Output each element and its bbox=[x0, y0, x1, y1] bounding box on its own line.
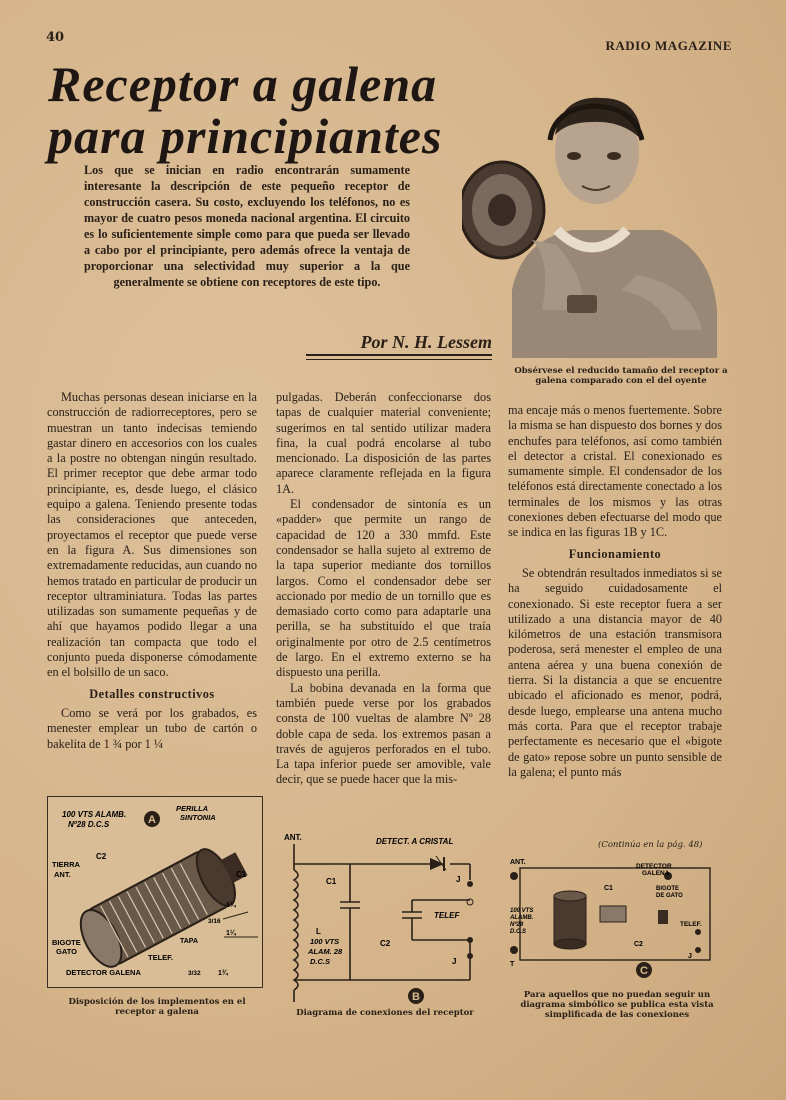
figure-b-schematic bbox=[280, 830, 496, 1012]
byline: Por N. H. Lessem bbox=[360, 332, 492, 352]
fig-b-label-coil-2: ALAM. 28 bbox=[308, 947, 343, 956]
fig-a-dim-5: 1¾ bbox=[218, 970, 228, 977]
fig-c-label-coil: 100 VTS bbox=[510, 908, 534, 914]
fig-c-label-c2: C2 bbox=[634, 941, 643, 948]
photo-caption: Obsérvese el reducido tamaño del receptor a galena comparado con el del oyente bbox=[514, 366, 728, 386]
fig-a-label-c1: C1 bbox=[236, 870, 247, 879]
fig-c-letter: C bbox=[640, 965, 648, 977]
fig-c-label-j: J bbox=[688, 953, 692, 960]
figure-b bbox=[280, 830, 496, 1012]
column-1 bbox=[47, 390, 257, 752]
magazine-name: RADIO MAGAZINE bbox=[605, 38, 732, 53]
paragraph: Muchas personas desean iniciarse en la construcción de radiorreceptores, pero se muestran un tanto indecisas temiendo gastar dinero en accesorios con los cuales a la postre no obtengan ningún resultado. El primer receptor que debe armar todo principiante, es, desde luego, el clásico equipo a galena. Teniendo presente todas las consideraciones que anteceden, proyectamos el receptor que puede verse en la figura A. Sus dimensiones son extremadamente reducidas, aun cuando no hemos tratado en particular de producir un receptor ultraminiatura. Todas las partes utilizadas son sumamente pequeñas y de ahí que hayamos podido llegar a una realización tan compacta que todo el conjunto pueda disponerse cómodamente en el bolsillo de un saco. bbox=[47, 390, 257, 680]
column-3 bbox=[508, 403, 722, 780]
fig-b-label-c2: C2 bbox=[380, 939, 391, 948]
paragraph: Como se verá por los grabados, es menester emplear un tubo de cartón o bakelita de 1 ¾ por 1 ¼ bbox=[47, 705, 257, 751]
fig-b-label-coil: 100 VTS bbox=[310, 937, 340, 946]
fig-a-letter: A bbox=[148, 814, 156, 826]
fig-c-label-detector-2: GALENA bbox=[642, 870, 670, 877]
fig-c-label-whisker: BIGOTE bbox=[656, 886, 680, 892]
fig-a-dim-2: 1¼ bbox=[226, 930, 236, 937]
column-2 bbox=[276, 390, 491, 788]
fig-a-label-knob: PERILLA bbox=[176, 804, 209, 813]
fig-b-label-l: L bbox=[316, 927, 321, 936]
fig-a-label-telef: TELEF. bbox=[148, 953, 174, 962]
article-title bbox=[48, 58, 518, 162]
fig-a-label-ant: ANT. bbox=[54, 870, 71, 879]
fig-b-label-j2: J bbox=[452, 957, 457, 966]
paragraph: ma encaje más o menos fuertemente. Sobre la misma se han dispuesto dos bornes y dos enchufes para teléfonos, así como también el detector a cristal. El conexionado es sumamente simple. El condensador de los teléfonos está directamente conectado a los terminales de los mismos y las otras conexiones deben efectuarse del modo que se indica en las figuras 1B y 1C. bbox=[508, 403, 722, 540]
paragraph: Se obtendrán resultados inmediatos si se ha seguido cuidadosamente el conexionado. Si este receptor fuera a ser utilizado a una distancia mayor de 40 kilómetros de una estación transmisora poderosa, será menester el empleo de una antena aérea y una buena conexión de tierra. Si la distancia a que se encuentre ubicado el aficionado es menor, podrá, desde luego, emplearse una antena mucho más corta. Para que el receptor trabaje perfectamente es necesario que el «bigote de gato» repose sobre un punto sensible de la galena; el punto más bbox=[508, 565, 722, 779]
fig-c-label-c1: C1 bbox=[604, 885, 613, 892]
fig-c-label-t: T bbox=[510, 961, 515, 968]
fig-a-dim-4: 3/32 bbox=[188, 970, 201, 977]
fig-b-label-j1: J bbox=[456, 875, 461, 884]
figure-a-caption: Disposición de los implementos en el receptor a galena bbox=[68, 997, 246, 1017]
fig-a-label-knob-2: SINTONIA bbox=[180, 813, 216, 822]
continued-note: (Continúa en la pág. 48) bbox=[598, 840, 703, 850]
title-line-1: Receptor a galena bbox=[48, 56, 438, 112]
section-heading: Detalles constructivos bbox=[89, 686, 215, 701]
figure-c bbox=[508, 854, 720, 980]
fig-a-dim-3: 3/16 bbox=[208, 918, 221, 925]
fig-a-label-wire-2: Nº28 D.C.S bbox=[68, 820, 110, 829]
fig-c-label-coil-2: ALAMB. bbox=[510, 915, 534, 921]
figure-a-drawing bbox=[48, 797, 262, 987]
paragraph: pulgadas. Deberán confeccionarse dos tapas de cualquier material conveniente; sugerimos en tal sentido utilizar madera fina, la cual podrá encolarse al tubo mencionado. La disposición de las partes aparece claramente reflejada en la figura 1A. bbox=[276, 390, 491, 496]
fig-a-label-wire: 100 VTS ALAMB. bbox=[62, 810, 127, 819]
figure-b-caption: Diagrama de conexiones del receptor bbox=[296, 1008, 474, 1018]
fig-b-label-ant: ANT. bbox=[284, 833, 302, 842]
paragraph: El condensador de sintonía es un «padder» que permite un rango de capacidad de 120 a 330 mmfd. Este condensador se halla sujeto al extremo de la tapa superior mediante dos tornillos largos. Como el condensador debe ser accionado por medio de un tornillo que es demasiado corto como para adaptarle una perilla, se ha substituído el que traía originalmente por otro de 2.5 centímetros de largo. En el extremo externo se ha dispuesto una perilla. bbox=[276, 497, 491, 680]
fig-c-label-coil-3: Nº28 bbox=[510, 922, 524, 928]
fig-b-label-telef: TELEF bbox=[434, 911, 460, 920]
fig-a-label-detector: DETECTOR GALENA bbox=[66, 968, 141, 977]
fig-c-label-whisker-2: DE GATO bbox=[656, 893, 683, 899]
page-number: 40 bbox=[46, 30, 65, 45]
fig-b-label-detector: DETECT. A CRISTAL bbox=[376, 837, 454, 846]
fig-a-label-tapa: TAPA bbox=[180, 938, 199, 945]
fig-c-label-ant: ANT. bbox=[510, 859, 526, 866]
fig-b-label-coil-3: D.C.S bbox=[310, 957, 331, 966]
listener-photo bbox=[462, 90, 724, 358]
title-line-2: para principiantes bbox=[48, 108, 443, 164]
figure-a bbox=[47, 796, 263, 988]
fig-a-label-whisker: BIGOTE bbox=[52, 938, 81, 947]
intro-paragraph: Los que se inician en radio encontrarán sumamente interesante la descripción de este pequeño receptor de construcción casera. Su costo, excluyendo los teléfonos, no es mayor de cuatro pesos moneda nacional argentina. El circuito es lo suficientemente simple como para que pueda ser llevado a cabo por el principiante, pero además ofrece la ventaja de proporcionar una selectividad muy superior a la que generalmente se obtiene con receptores de este tipo. bbox=[84, 163, 410, 289]
fig-b-label-c1: C1 bbox=[326, 877, 337, 886]
figure-c-pictorial bbox=[508, 854, 720, 980]
fig-a-label-ground: TIERRA bbox=[52, 860, 80, 869]
section-heading: Funcionamiento bbox=[568, 546, 662, 561]
fig-c-label-telef: TELEF. bbox=[680, 921, 702, 928]
fig-c-label-detector: DETECTOR bbox=[636, 863, 672, 870]
paragraph: La bobina devanada en la forma que también puede verse por los grabados consta de 100 vueltas de alambre Nº 28 doble capa de seda. los extremos pasan a través de agujeros perforados en el tubo. La tapa inferior puede ser amovible, vale decir, que se puede hacer que la mis- bbox=[276, 680, 491, 787]
fig-a-dim-1: 1¾ bbox=[226, 902, 236, 909]
fig-b-letter: B bbox=[412, 991, 420, 1003]
fig-c-label-coil-4: D.C.S bbox=[510, 929, 527, 935]
figure-c-caption: Para aquellos que no puedan seguir un diagrama simbólico se publica esta vista simplificada de las conexiones bbox=[520, 990, 714, 1020]
fig-a-label-whisker-2: GATO bbox=[56, 947, 77, 956]
fig-a-label-c2: C2 bbox=[96, 852, 107, 861]
